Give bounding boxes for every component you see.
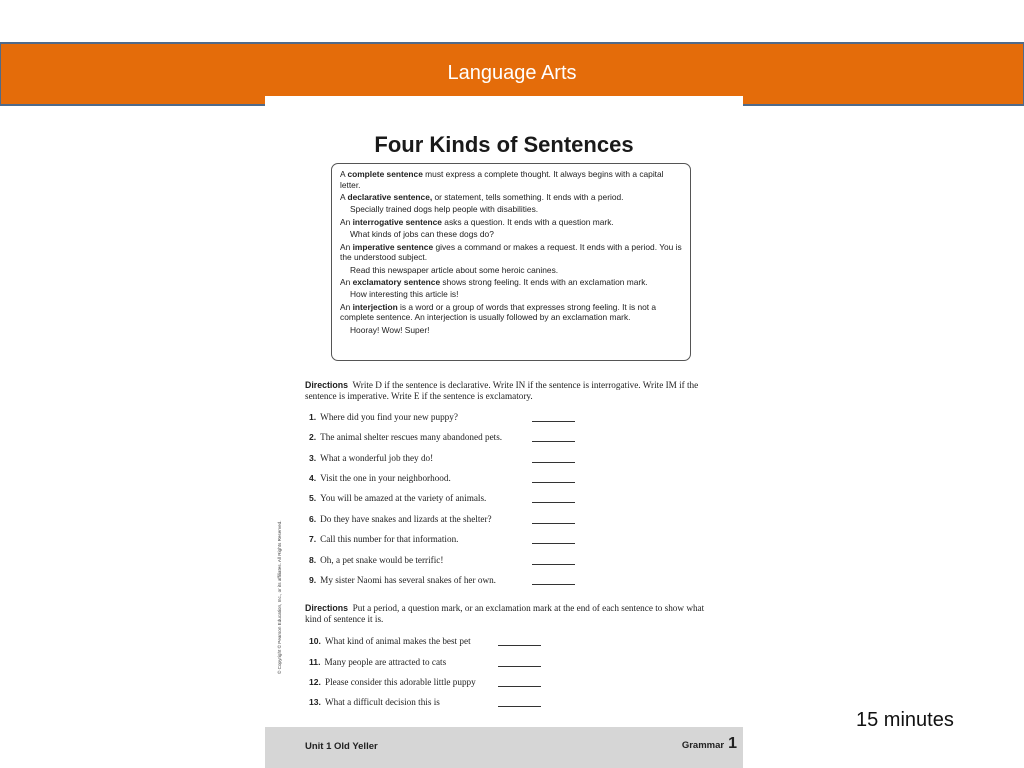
copyright-notice: © Copyright © Pearson Education, Inc., or its affiliates. All Rights Reserved.: [277, 520, 282, 674]
rules-box: [331, 163, 691, 361]
answer-blank-5[interactable]: [532, 502, 575, 503]
footer-section: Grammar 1: [681, 735, 737, 752]
rule-example: Hooray! Wow! Super!: [350, 324, 430, 335]
worksheet-title: Four Kinds of Sentences: [374, 132, 634, 157]
answer-blank-9[interactable]: [532, 584, 575, 585]
rule-example: Read this newspaper article about some heroic canines.: [350, 264, 559, 275]
answer-blank-7[interactable]: [532, 543, 575, 544]
worksheet-footer: [265, 727, 743, 768]
answer-blank-12[interactable]: [498, 686, 541, 687]
rule-example: How interesting this article is!: [350, 289, 459, 300]
question-row: 7. Call this number for that information.: [309, 534, 459, 544]
rule-example: What kinds of jobs can these dogs do?: [350, 229, 494, 240]
rule-example: Specially trained dogs help people with disabilities.: [350, 204, 539, 215]
directions-part-1: Directions Write D if the sentence is declarative. Write IN if the sentence is interrogative. Write IM if the sentence is imperative. Write E if the sentence is exclamatory.: [305, 380, 699, 401]
question-row: 12. Please consider this adorable little puppy: [309, 677, 476, 687]
rule-interjection: An interjection is a word or a group of words that expresses strong feeling. It is not a complete sentence. An interjection is usually followed by an exclamation mark. Hooray! Wow! Super!: [340, 302, 684, 336]
slide-title: Language Arts: [447, 62, 577, 84]
question-row: 10. What kind of animal makes the best pet: [309, 636, 471, 646]
question-row: 6. Do they have snakes and lizards at the shelter?: [309, 514, 492, 524]
worksheet-page: [265, 96, 743, 768]
rule-exclamatory: An exclamatory sentence shows strong feeling. It ends with an exclamation mark. How interesting this article is!: [340, 277, 684, 300]
question-row: 13. What a difficult decision this is: [309, 697, 440, 707]
answer-blank-6[interactable]: [532, 523, 575, 524]
answer-blank-4[interactable]: [532, 482, 575, 483]
answer-blank-2[interactable]: [532, 441, 575, 442]
question-row: 1. Where did you find your new puppy?: [309, 412, 458, 422]
footer-unit: Unit 1 Old Yeller: [305, 741, 378, 752]
answer-blank-8[interactable]: [532, 564, 575, 565]
question-row: 11. Many people are attracted to cats: [309, 657, 447, 667]
question-row: 2. The animal shelter rescues many abandoned pets.: [309, 432, 503, 442]
answer-blank-3[interactable]: [532, 462, 575, 463]
question-row: 4. Visit the one in your neighborhood.: [309, 473, 451, 483]
rule-complete-sentence: A complete sentence must express a complete thought. It always begins with a capital letter.: [340, 169, 664, 190]
question-row: 8. Oh, a pet snake would be terrific!: [309, 555, 444, 565]
rule-interrogative: An interrogative sentence asks a question. It ends with a question mark. What kinds of jobs can these dogs do?: [340, 217, 684, 240]
question-row: 3. What a wonderful job they do!: [309, 453, 434, 463]
timer-label: 15 minutes: [856, 709, 954, 731]
question-row: 5. You will be amazed at the variety of animals.: [309, 493, 487, 503]
question-row: 9. My sister Naomi has several snakes of her own.: [309, 575, 496, 585]
page-number: 1: [728, 735, 737, 752]
rule-imperative: An imperative sentence gives a command or makes a request. It ends with a period. You is the understood subject. Read this newspaper article about some heroic canines.: [340, 242, 684, 276]
directions-part-2: Directions Put a period, a question mark, or an exclamation mark at the end of each sentence to show what kind of sentence it is.: [305, 603, 705, 624]
answer-blank-10[interactable]: [498, 645, 541, 646]
rule-declarative: A declarative sentence, or statement, tells something. It ends with a period. Specially trained dogs help people with disabilities.: [340, 192, 684, 215]
answer-blank-1[interactable]: [532, 421, 575, 422]
answer-blank-11[interactable]: [498, 666, 541, 667]
answer-blank-13[interactable]: [498, 706, 541, 707]
